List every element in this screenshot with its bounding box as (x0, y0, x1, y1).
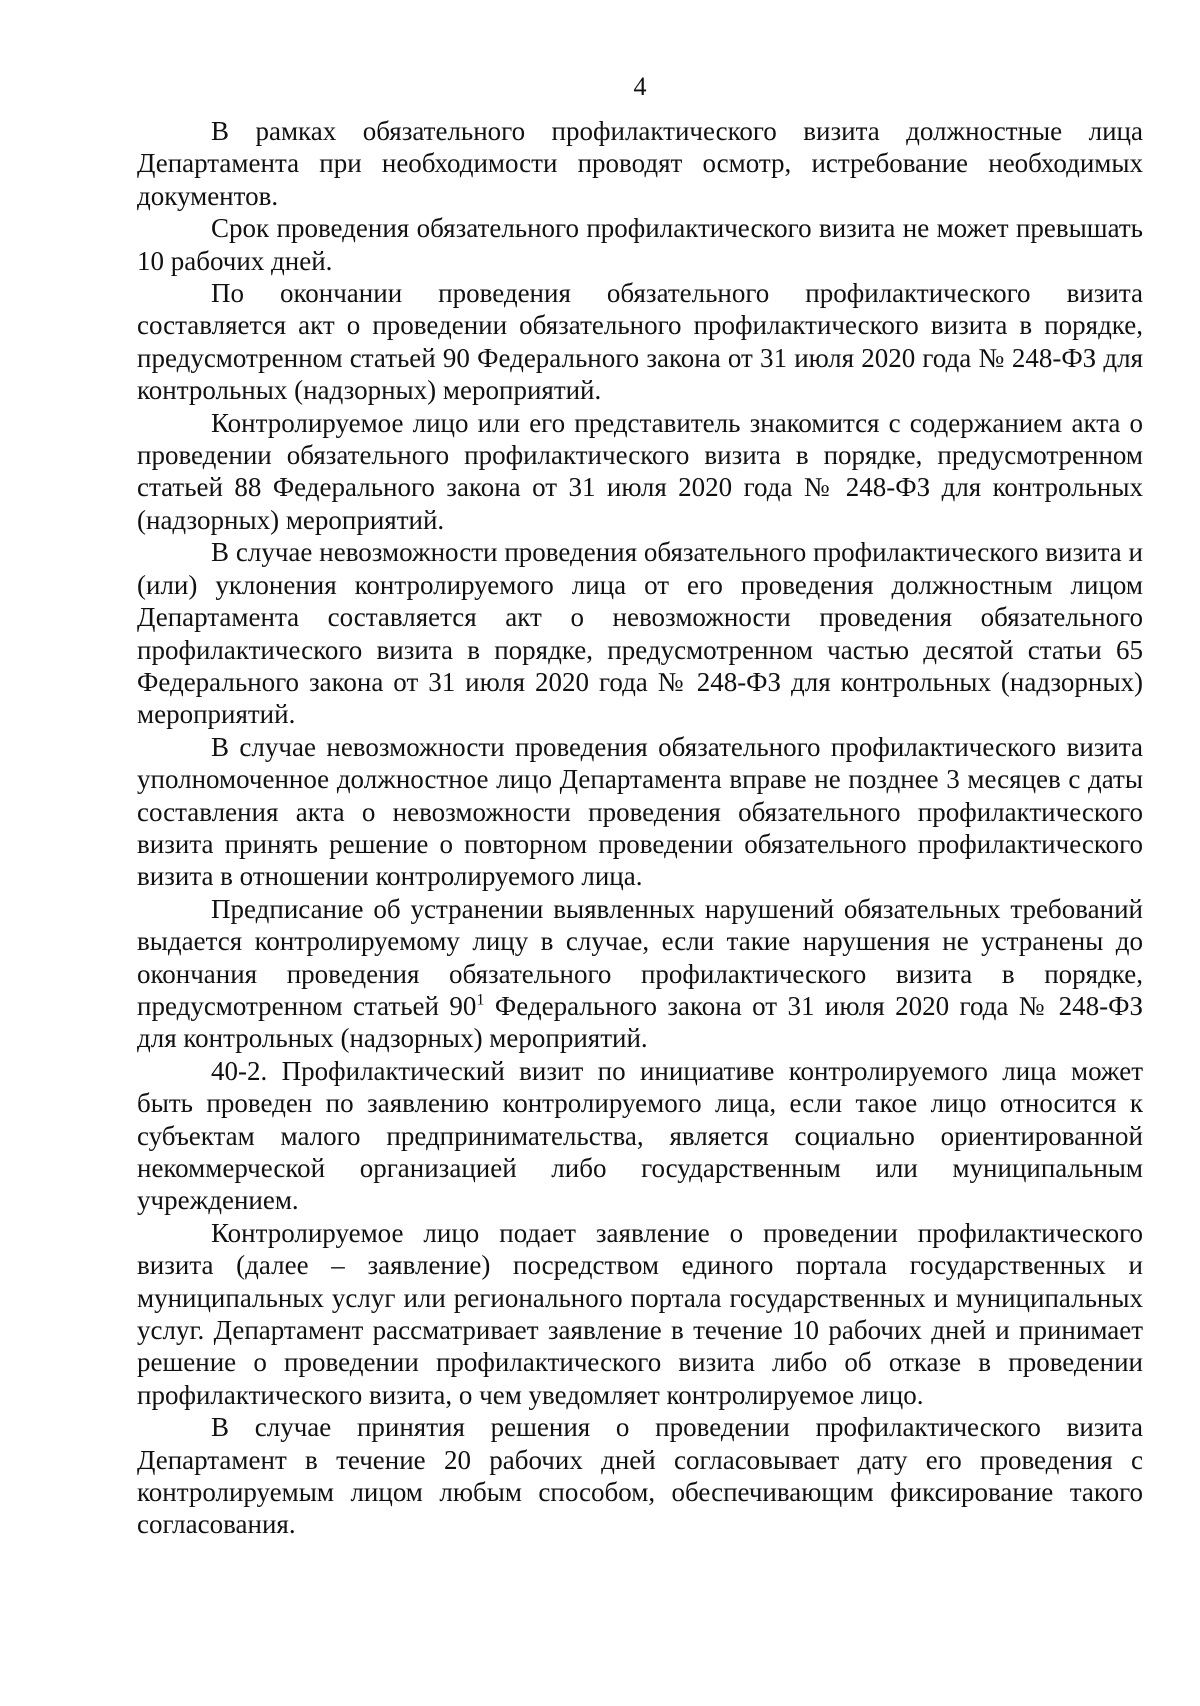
page-number: 4 (633, 72, 647, 101)
paragraph-date-agreement: В случае принятия решения о проведении профилактического визита Департамент в течение 20 рабочих дней согласовывает дату его проведения с контролируемым лицом любым способом, обеспечивающим фиксирование такого согласования. (137, 1412, 1143, 1540)
paragraph-prescription-part-2: Федерального закона от 31 июля 2020 года № 248-ФЗ для контрольных (надзорных) мероприятий. (137, 990, 1143, 1054)
paragraph-visit-actions: В рамках обязательного профилактического визита должностные лица Департамента при необходимости проводят осмотр, истребование необходимых документов. (137, 116, 1143, 211)
paragraph-prescription (137, 893, 1143, 1055)
document-body (137, 115, 1143, 1541)
paragraph-act-familiarization: Контролируемое лицо или его представитель знакомится с содержанием акта о проведении обязательного профилактического визита в порядке, предусмотренном статьей 88 Федерального закона от 31 июля 2020 года № 248-ФЗ для контрольных (надзорных) мероприятий. (137, 407, 1143, 535)
paragraph-section-40-2: 40-2. Профилактический визит по инициативе контролируемого лица может быть проведен по заявлению контролируемого лица, если такое лицо относится к субъектам малого предпринимательства, является социально ориентированной некоммерческой организацией либо государственным или муниципальным учреждением. (137, 1055, 1143, 1216)
paragraph-prescription-part-1: Предписание об устранении выявленных нарушений обязательных требований выдается контролируемому лицу в случае, если такие нарушения не устранены до окончания проведения обязательного профилактического визита в порядке, предусмотренном статьей 90 (137, 893, 1143, 1021)
paragraph-impossibility-act: В случае невозможности проведения обязательного профилактического визита и (или) уклонения контролируемого лица от его проведения должностным лицом Департамента составляется акт о невозможности проведения обязательного профилактического визита в порядке, предусмотренном частью десятой статьи 65 Федерального закона от 31 июля 2020 года № 248-ФЗ для контрольных (надзорных) мероприятий. (137, 537, 1143, 730)
paragraph-application: Контролируемое лицо подает заявление о проведении профилактического визита (далее – заявление) посредством единого портала государственных и муниципальных услуг или регионального портала государственных и муниципальных услуг. Департамент рассматривает заявление в течение 10 рабочих дней и принимает решение о проведении профилактического визита либо об отказе в проведении профилактического визита, о чем уведомляет контролируемое лицо. (137, 1217, 1143, 1410)
superscript-mark: 1 (476, 990, 485, 1009)
paragraph-visit-duration: Срок проведения обязательного профилактического визита не может превышать 10 рабочих дней. (137, 213, 1143, 276)
paragraph-repeat-visit: В случае невозможности проведения обязательного профилактического визита уполномоченное должностное лицо Департамента вправе не позднее 3 месяцев с даты составления акта о невозможности проведения обязательного профилактического визита принять решение о повторном проведении обязательного профилактического визита в отношении контролируемого лица. (137, 731, 1143, 892)
paragraph-visit-act: По окончании проведения обязательного профилактического визита составляется акт о проведении обязательного профилактического визита в порядке, предусмотренном статьей 90 Федерального закона от 31 июля 2020 года № 248-ФЗ для контрольных (надзорных) мероприятий. (137, 278, 1143, 406)
